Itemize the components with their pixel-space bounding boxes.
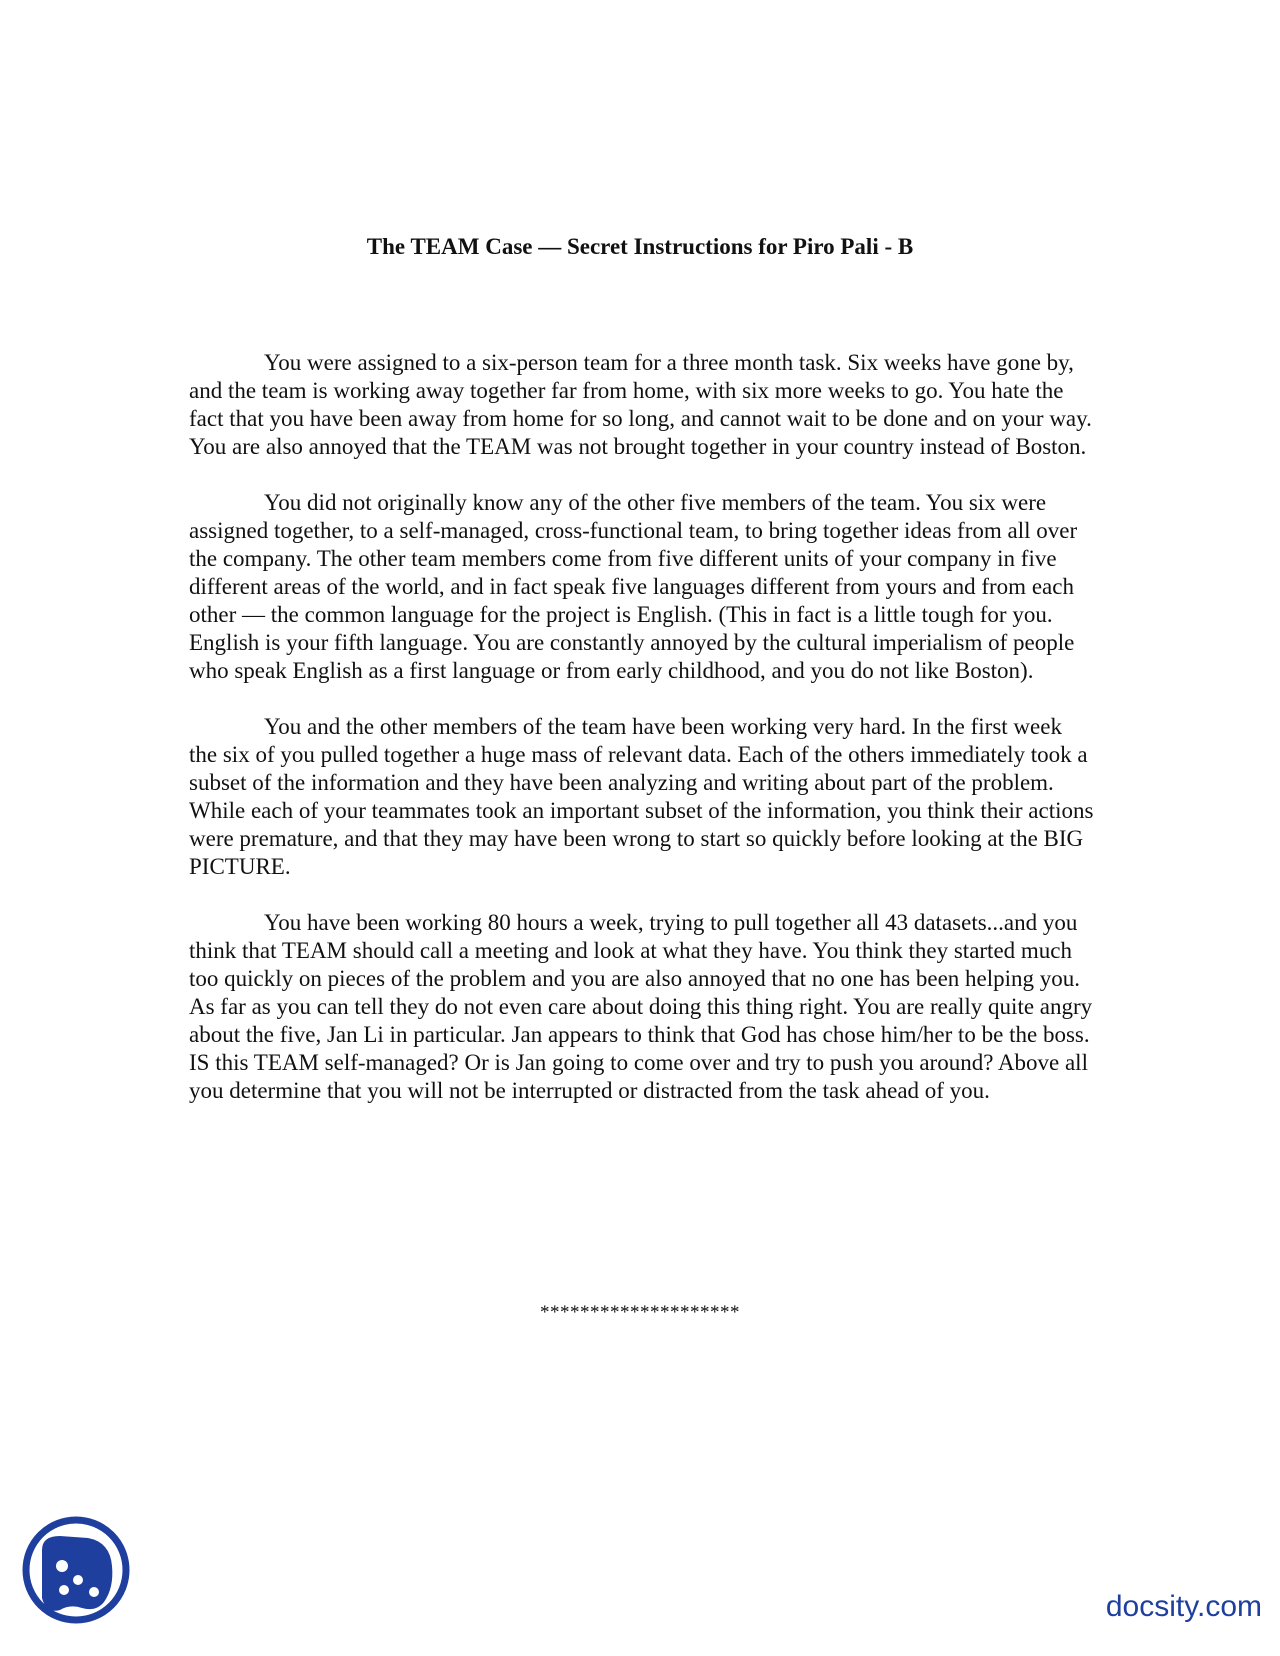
document-title: The TEAM Case — Secret Instructions for Piro Pali - B	[366, 234, 914, 259]
paragraph: You did not originally know any of the other five members of the team. You six were assigned together, to a self-managed, cross-functional team, to bring together ideas from all over the company. The other team members come from five different units of your company in five different areas of the world, and in fact speak five languages different from yours and from each other — the common language for the project is English. (This in fact is a little tough for you. English is your fifth language. You are constantly annoyed by the cultural imperialism of people who speak English as a first language or from early childhood, and you do not like Boston).	[189, 490, 1078, 683]
docsity-brand-text[interactable]: docsity.com	[1105, 1590, 1262, 1623]
docsity-logo-icon[interactable]	[20, 1514, 132, 1626]
paragraph: You have been working 80 hours a week, trying to pull together all 43 datasets...and you think that TEAM should call a meeting and look at what they have. You think they started much too quickly on pieces of the problem and you are also annoyed that no one has been helping you. As far as you can tell they do not even care about doing this thing right. You are really quite angry about the five, Jan Li in particular. Jan appears to think that God has chose him/her to be the boss. IS this TEAM self-managed? Or is Jan going to come over and try to push you around? Above all you determine that you will not be interrupted or distracted from the task ahead of you.	[189, 910, 1093, 1103]
section-separator: ********************	[540, 1302, 740, 1323]
paragraph: You were assigned to a six-person team for a three month task. Six weeks have gone by, and the team is working away together far from home, with six more weeks to go. You hate the fact that you have been away from home for so long, and cannot wait to be done and on your way. You are also annoyed that the TEAM was not brought together in your country instead of Boston.	[189, 350, 1092, 459]
paragraph: You and the other members of the team have been working very hard. In the first week the six of you pulled together a huge mass of relevant data. Each of the others immediately took a subset of the information and they have been analyzing and writing about part of the problem. While each of your teammates took an important subset of the information, you think their actions were premature, and that they may have been wrong to start so quickly before looking at the BIG PICTURE.	[189, 714, 1094, 879]
document-body	[189, 349, 1094, 1133]
